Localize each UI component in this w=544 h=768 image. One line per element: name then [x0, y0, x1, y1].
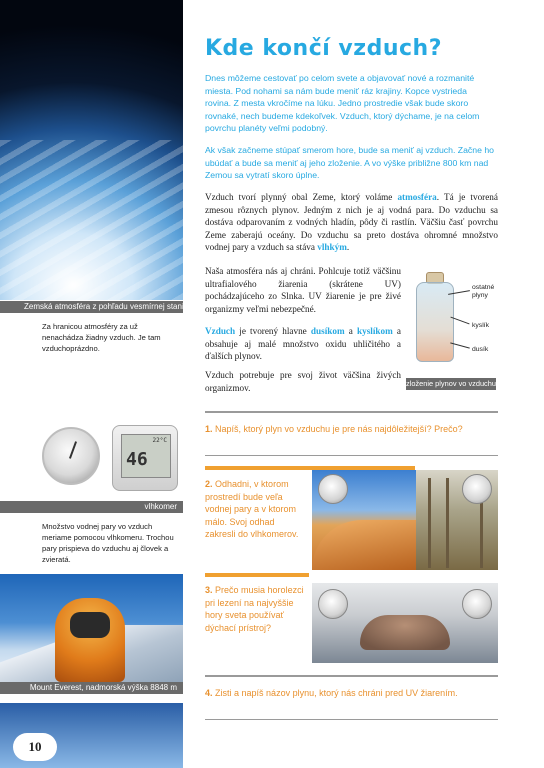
term-humid: vlhkým — [317, 242, 347, 252]
answer-line[interactable] — [205, 455, 498, 456]
question-3: 3. Prečo musia horolezci pri lezení na najvyššie hory sveta používať dýchací prístroj? — [205, 585, 304, 633]
page-title: Kde končí vzduch? — [205, 36, 442, 61]
climber-mask — [70, 612, 110, 638]
intro-paragraph-1: Dnes môžeme cestovať po celom svete a objavovať nové a rozmanité miesta. Pod nohami sa nám bude meniť ráz krajiny. Kopce vystrieda rovina. Z mesta vkročíme na lúku. Jedno prostredie však bude skoro rovnaké, nech budeme kdekoľvek. Vzduch, ktorý dýchame, je na celom povrchu planéty veľmi podobný. — [205, 73, 480, 134]
intro-paragraph-2: Ak však začneme stúpať smerom hore, bude sa meniť aj vzduch. Začne ho ubúdať a bude sa meniť aj jeho zloženie. A vo výške približne 800 km nad Zemou sa vytratí skoro úplne. — [205, 145, 494, 181]
question-2: 2. Odhadni, v ktorom prostredí bude veľa vodnej pary a v ktorom málo. Svoj odhad zakresli do vlhkomerov. — [205, 479, 299, 539]
hygrometer-dial-desert[interactable] — [318, 474, 348, 504]
term-atmosphere: atmosféra — [397, 192, 437, 202]
hygrometer-temp: 22°C — [152, 437, 167, 444]
term-nitrogen: dusíkom — [310, 326, 345, 336]
body-paragraph-4: Vzduch potrebuje pre svoj život väčšina živých organizmov. — [205, 370, 401, 393]
label-oxygen: kyslík — [472, 322, 489, 329]
hygrometer-side-text: Množstvo vodnej pary vo vzduch meriame pomocou vlhkomeru. Trochou pary prispieva do vzduchu aj človek a zvieratá. — [42, 522, 174, 564]
question-divider — [205, 573, 309, 577]
cloud-texture — [0, 140, 183, 300]
tree-trunk — [446, 478, 449, 568]
bottle-caption: zloženie plynov vo vzduchu — [406, 379, 496, 388]
page-number: 10 — [13, 733, 57, 761]
earth-side-text: Za hranicou atmosféry za už nenachádza žiadny vzduch. Je tam vzduchoprázdno. — [42, 322, 161, 353]
everest-caption: Mount Everest, nadmorská výška 8848 m — [0, 682, 183, 694]
question-1: 1. Napíš, ktorý plyn vo vzduchu je pre nás najdôležitejší? Prečo? — [205, 424, 463, 434]
hygrometer-dial-spring-right[interactable] — [462, 589, 492, 619]
label-nitrogen: dusík — [472, 346, 489, 353]
hygrometer-dial-spring-left[interactable] — [318, 589, 348, 619]
question-4: 4. Zisti a napíš názov plynu, ktorý nás chráni pred UV žiarením. — [205, 688, 458, 698]
digital-hygrometer-image — [112, 425, 178, 491]
analog-hygrometer-image — [42, 427, 100, 485]
earth-photo-caption: Zemská atmosféra z pohľadu vesmírnej stanice ISS — [0, 301, 183, 313]
body-paragraph-2: Naša atmosféra nás aj chráni. Pohlcuje totiž väčšinu ultrafialového žiarenia (skrátene UV) pochádzajúceho zo Slnka. UV žiarenie je pre živé organizmy veľmi nebezpečné. — [205, 266, 401, 314]
hygrometer-caption: vlhkomer — [0, 501, 183, 513]
monkeys-in-spring — [360, 615, 450, 650]
body-paragraph-3: Vzduch je tvorený hlavne dusíkom a kyslíkom a obsahuje aj malé množstvo oxidu uhličitého a ďalších plynov. — [205, 326, 402, 361]
tree-trunk — [428, 478, 431, 568]
climber-figure — [55, 598, 125, 682]
answer-line[interactable] — [205, 719, 498, 720]
hygrometer-dial-forest[interactable] — [462, 474, 492, 504]
question-divider — [205, 675, 498, 677]
label-other-gases: ostatné plyny — [472, 284, 495, 299]
body-paragraph-1: Vzduch tvorí plynný obal Zeme, ktorý voláme atmosféra. Tá je tvorená zmesou rôznych plynov. Jedným z nich je aj vodná para. Do vzduchu sa dostáva odparovaním z vodných hladín, pôdy či rastlín. Väčšiu časť povrchu Zeme zaberajú oceány. Do vzduchu sa preto dostáva ohromné množstvo vodnej pary a vzduch sa stáva vlhkým. — [205, 192, 498, 252]
question-divider — [205, 411, 498, 413]
term-air: Vzduch — [205, 326, 236, 336]
hygrometer-reading: 46 — [126, 449, 148, 470]
term-oxygen: kyslíkom — [357, 326, 393, 336]
